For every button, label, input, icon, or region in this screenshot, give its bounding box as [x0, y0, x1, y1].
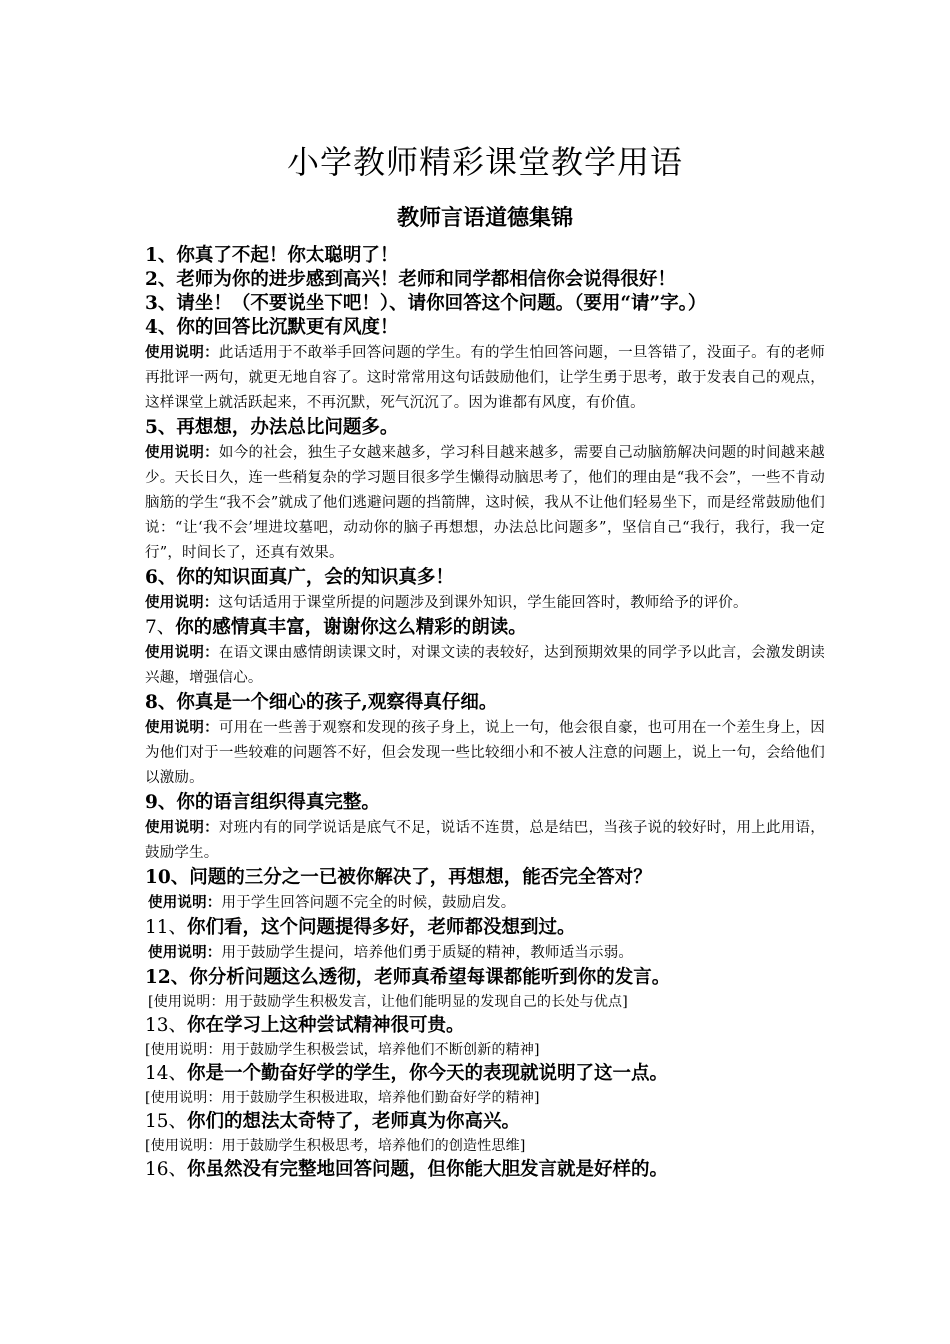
item-heading — [145, 566, 825, 590]
usage-note — [145, 715, 825, 791]
item-number: 1、 — [145, 245, 177, 266]
item-number: 7、 — [145, 617, 176, 638]
list-item-9 — [145, 791, 825, 866]
usage-note: [使用说明：用于鼓励学生积极尝试，培养他们不断创新的精神] — [145, 1042, 540, 1058]
item-heading — [145, 416, 825, 440]
item-text: 你的知识面真广，会的知识真多！ — [176, 567, 454, 588]
usage-note-label: 使用说明： — [145, 644, 219, 661]
item-number: 16、 — [145, 1159, 188, 1180]
list-item-13 — [145, 1014, 825, 1062]
usage-note — [145, 440, 825, 566]
usage-note-label: 使用说明： — [148, 894, 222, 911]
item-text: 你是一个勤奋好学的学生，你今天的表现就说明了这一点。 — [187, 1063, 669, 1084]
usage-note-text: 用于学生回答问题不完全的时候，鼓励启发。 — [221, 895, 516, 911]
usage-note-text: 可用在一些善于观察和发现的孩子身上，说上一句，他会很自豪，也可用在一个差生身上，因为他们对于一些较难的问题答不好，但会发现一些比较细小和不被人注意的问题上，说上一句，会给他们以激励。 — [145, 720, 825, 786]
usage-note — [145, 590, 825, 616]
item-number: 15、 — [145, 1111, 188, 1132]
usage-note-text: 此话适用于不敢举手回答问题的学生。有的学生怕回答问题，一旦答错了，没面子。有的老师再批评一两句，就更无地自容了。这时常常用这句话鼓励他们，让学生勇于思考，敢于发表自己的观点，这样课堂上就活跃起来，不再沉默，死气沉沉了。因为谁都有风度，有价值。 — [145, 345, 825, 411]
item-number: 9、 — [145, 792, 177, 813]
item-text: 你的语言组织得真完整。 — [176, 792, 380, 813]
list-item-4 — [145, 316, 825, 416]
usage-note — [145, 340, 825, 416]
item-heading — [145, 1110, 825, 1134]
usage-note-label: 使用说明： — [145, 719, 219, 736]
usage-note — [145, 815, 825, 866]
usage-note: [使用说明：用于鼓励学生积极进取，培养他们勤奋好学的精神] — [145, 1090, 540, 1106]
item-number: 14、 — [145, 1063, 188, 1084]
usage-note — [145, 890, 825, 916]
item-number: 10、 — [145, 867, 190, 888]
document-page — [145, 140, 825, 1182]
document-title: 小学教师精彩课堂教学用语 — [286, 143, 683, 181]
item-heading — [145, 1014, 825, 1038]
list-item-6 — [145, 566, 825, 616]
list-item-14 — [145, 1062, 825, 1110]
list-item-3 — [145, 292, 825, 316]
list-item-5 — [145, 416, 825, 566]
usage-note: [使用说明：用于鼓励学生积极发言，让他们能明显的发现自己的长处与优点] — [148, 994, 628, 1010]
item-text: 你的回答比沉默更有风度！ — [176, 317, 399, 338]
item-text: 你真是一个细心的孩子,观察得真仔细。 — [176, 692, 498, 713]
usage-note-text: 用于鼓励学生提问，培养他们勇于质疑的精神，教师适当示弱。 — [221, 945, 634, 961]
item-heading — [145, 616, 825, 640]
usage-note — [145, 640, 825, 691]
item-text: 你在学习上这种尝试精神很可贵。 — [187, 1015, 465, 1036]
item-text: 你们看，这个问题提得多好，老师都没想到过。 — [187, 917, 576, 938]
list-item-1 — [145, 244, 825, 268]
item-heading — [145, 316, 825, 340]
item-text: 问题的三分之一已被你解决了，再想想，能否完全答对？ — [189, 867, 652, 888]
list-item-10 — [145, 866, 825, 916]
item-heading — [145, 916, 825, 940]
item-text: 你真了不起！你太聪明了！ — [176, 245, 399, 266]
item-text: 你分析问题这么透彻，老师真希望每课都能听到你的发言。 — [189, 967, 671, 988]
list-item-15 — [145, 1110, 825, 1158]
usage-note-label: 使用说明： — [145, 344, 219, 361]
usage-note-label: 使用说明： — [145, 819, 219, 836]
item-heading — [145, 292, 825, 316]
item-text: 老师为你的进步感到高兴！老师和同学都相信你会说得很好！ — [176, 269, 676, 290]
item-heading — [145, 268, 825, 292]
item-number: 8、 — [145, 692, 177, 713]
item-number: 5、 — [145, 417, 177, 438]
usage-note: [使用说明：用于鼓励学生积极思考，培养他们的创造性思维] — [145, 1138, 526, 1154]
list-item-12 — [145, 966, 825, 1014]
item-text: 你虽然没有完整地回答问题，但你能大胆发言就是好样的。 — [187, 1159, 669, 1180]
item-text: 你的感情真丰富，谢谢你这么精彩的朗读。 — [175, 617, 527, 638]
list-item-2 — [145, 268, 825, 292]
list-item-7 — [145, 616, 825, 691]
item-number: 12、 — [145, 967, 190, 988]
item-number: 13、 — [145, 1015, 188, 1036]
usage-note-text: 如今的社会，独生子女越来越多，学习科目越来越多，需要自己动脑筋解决问题的时间越来越少。天长日久，连一些稍复杂的学习题目很多学生懒得动脑思考了，他们的理由是“我不会”，一些不肯动脑筋的学生“我不会”就成了他们逃避问题的挡箭牌，这时候，我从不让他们轻易坐下，而是经常鼓励他们说：“让‘我不会’埋进坟墓吧，动动你的脑子再想想，办法总比问题多”，坚信自己“我行，我行，我一定行”，时间长了，还真有效果。 — [145, 445, 825, 561]
item-number: 3、 — [145, 293, 177, 314]
item-number: 11、 — [145, 917, 188, 938]
list-item-8 — [145, 691, 825, 791]
usage-note-label: 使用说明： — [145, 594, 219, 611]
item-text: 请坐！（不要说坐下吧！）、请你回答这个问题。（要用“请”字。） — [176, 293, 707, 314]
item-number: 2、 — [145, 269, 177, 290]
item-number: 6、 — [145, 567, 177, 588]
list-item-16 — [145, 1158, 825, 1182]
item-heading — [145, 691, 825, 715]
usage-note-text: 在语文课由感情朗读课文时，对课文读的表较好，达到预期效果的同学予以此言，会激发朗读兴趣，增强信心。 — [145, 645, 825, 686]
item-text: 再想想，办法总比问题多。 — [176, 417, 399, 438]
item-heading — [145, 244, 825, 268]
item-text: 你们的想法太奇特了，老师真为你高兴。 — [187, 1111, 521, 1132]
list-item-11 — [145, 916, 825, 966]
usage-note-label: 使用说明： — [145, 444, 219, 461]
usage-note-label: 使用说明： — [148, 944, 222, 961]
usage-note-text: 对班内有的同学说话是底气不足，说话不连贯，总是结巴，当孩子说的较好时，用上此用语，鼓励学生。 — [145, 820, 825, 861]
item-heading — [145, 1158, 825, 1182]
item-heading — [145, 866, 825, 890]
item-heading — [145, 791, 825, 815]
usage-note — [145, 940, 825, 966]
item-heading — [145, 1062, 825, 1086]
item-heading — [145, 966, 825, 990]
document-subtitle: 教师言语道德集锦 — [396, 205, 573, 231]
item-number: 4、 — [145, 317, 177, 338]
usage-note-text: 这句话适用于课堂所提的问题涉及到课外知识，学生能回答时，教师给予的评价。 — [218, 595, 748, 611]
